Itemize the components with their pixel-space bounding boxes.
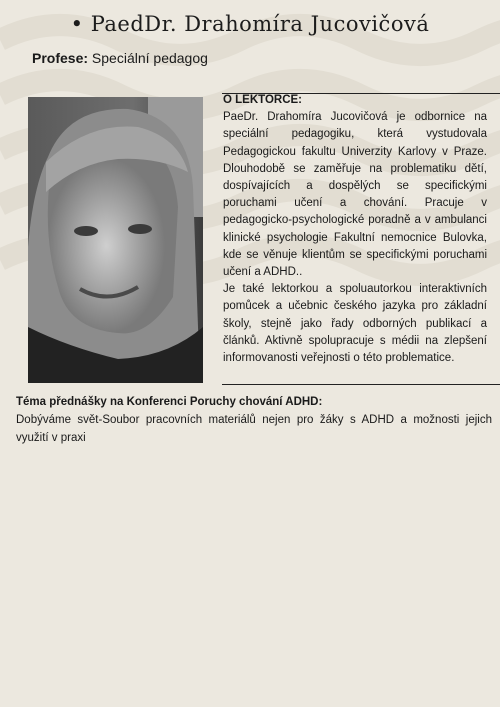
profession-line (32, 50, 208, 66)
about-paragraph-2: Je také lektorkou a spoluautorkou interaktivních pomůcek a učebnic českého jazyka pro základní školy, stejně jako řady odborných publikací a článků. Aktivně spolupracuje s médii na zlepšení informovanosti veřejnosti o této problematice. (223, 283, 487, 365)
talk-text: Dobýváme svět-Soubor pracovních materiálů nejen pro žáky s ADHD a možnosti jejich využití v praxi (16, 414, 492, 444)
divider-bottom (222, 384, 500, 385)
about-section (223, 92, 487, 367)
profession-label: Profese: (32, 50, 89, 66)
about-heading: O LEKTORCE: (223, 94, 303, 106)
profession-value: Speciální pedagog (88, 50, 208, 66)
lecturer-photo (28, 97, 203, 383)
about-paragraph-1: PaeDr. Drahomíra Jucovičová je odbornice na speciální pedagogiku, která vystudovala Pedagogickou fakultu Univerzity Karlovy v Praze. Dlouhodobě se zaměřuje na problematiku dětí, dospívajících a dospělých se specifickými poruchami učení a chování. Pracuje v pedagogicko-psychologické poradně a v ambulanci klinické psychologie Fakultní nemocnice Bulovka, kde se věnuje klientům se specifickými poruchami učení a ADHD.. (223, 111, 487, 279)
talk-heading: Téma přednášky na Konferenci Poruchy chování ADHD: (16, 396, 323, 408)
page-title: • PaedDr. Drahomíra Jucovičová (70, 12, 430, 36)
